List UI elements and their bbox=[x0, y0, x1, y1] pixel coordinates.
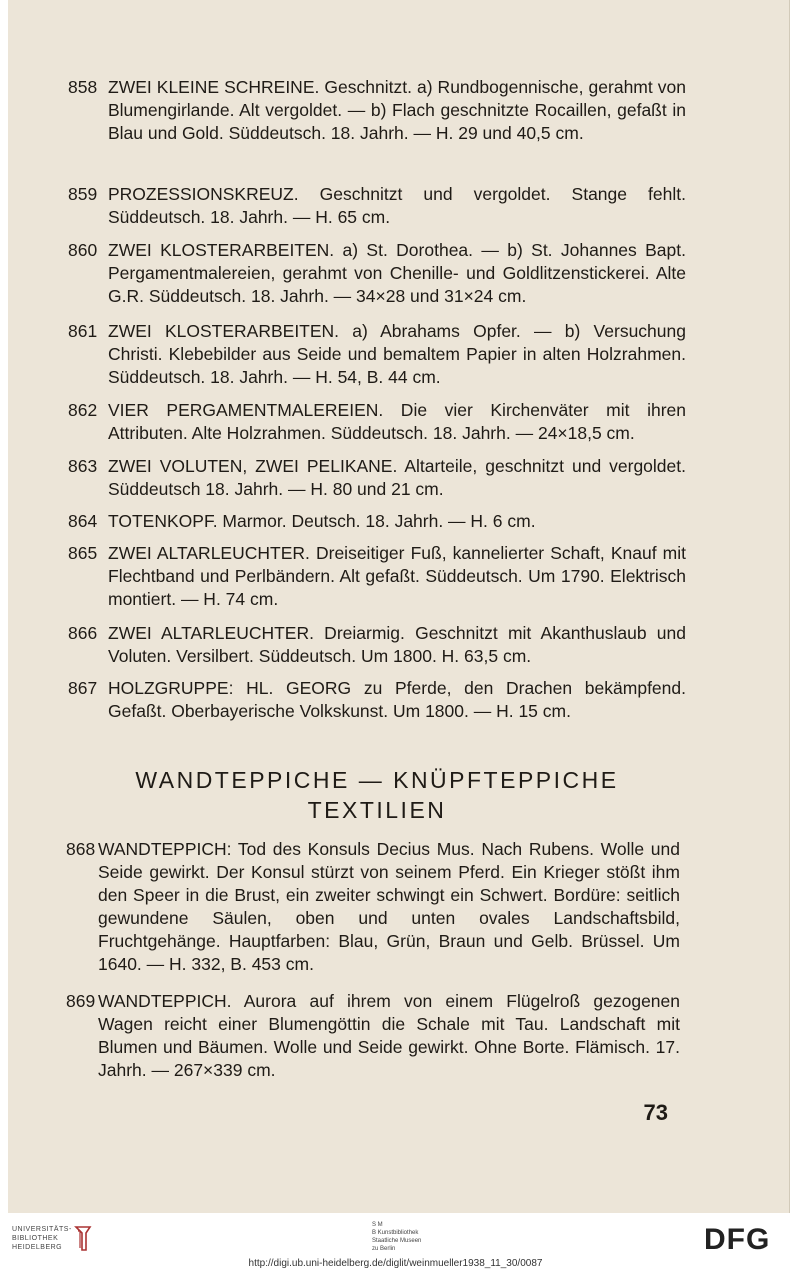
source-url[interactable]: http://digi.ub.uni-heidelberg.de/diglit/weinmueller1938_11_30/0087 bbox=[248, 1258, 543, 1269]
lot-867 bbox=[68, 677, 686, 723]
lot-text: ZWEI KLOSTERARBEITEN. a) Abrahams Opfer. — b) Versuchung Christi. Klebebilder aus Seide und bemaltem Papier in alten Holzrahmen. Süddeutsch. 18. Jahrh. — H. 54, B. 44 cm. bbox=[108, 321, 686, 387]
lot-text: WANDTEPPICH. Aurora auf ihrem von einem Flügelroß gezogenen Wagen reicht einer Blumengöttin die Schale mit Tau. Landschaft mit Blumen und Bäumen. Wolle und Seide gewirkt. Ohne Borte. Flämisch. 17. Jahrh. — 267×339 cm. bbox=[98, 991, 680, 1080]
sm-line4: zu Berlin bbox=[372, 1246, 396, 1252]
library-mark-icon bbox=[72, 1223, 94, 1253]
library-name-line1: UNIVERSITÄTS- bbox=[12, 1226, 72, 1233]
lot-text: HOLZGRUPPE: HL. GEORG zu Pferde, den Drachen bekämpfend. Gefaßt. Oberbayerische Volkskunst. Um 1800. — H. 15 cm. bbox=[108, 678, 686, 721]
page-number: 73 bbox=[643, 1100, 668, 1125]
lot-number: 862 bbox=[68, 400, 98, 420]
lot-number: 867 bbox=[68, 678, 98, 698]
lot-865 bbox=[68, 542, 686, 611]
lot-number: 868 bbox=[66, 839, 96, 859]
lot-858 bbox=[68, 76, 686, 145]
lot-number: 865 bbox=[68, 543, 98, 563]
lot-text: TOTENKOPF. Marmor. Deutsch. 18. Jahrh. — H. 6 cm. bbox=[108, 511, 536, 531]
lot-863 bbox=[68, 455, 686, 501]
lot-number: 860 bbox=[68, 240, 98, 260]
lot-text: ZWEI ALTARLEUCHTER. Dreiarmig. Geschnitzt mit Akanthuslaub und Voluten. Versilbert. Süddeutsch. Um 1800. H. 63,5 cm. bbox=[108, 623, 686, 666]
university-library-logo bbox=[12, 1225, 72, 1252]
lot-868 bbox=[66, 838, 680, 976]
dfg-logo: DFG bbox=[704, 1223, 771, 1256]
library-name-line2: BIBLIOTHEK bbox=[12, 1235, 59, 1242]
lot-866 bbox=[68, 622, 686, 668]
library-name-line3: HEIDELBERG bbox=[12, 1244, 63, 1251]
lot-number: 859 bbox=[68, 184, 98, 204]
lot-864 bbox=[68, 510, 686, 533]
lot-text: ZWEI ALTARLEUCHTER. Dreiseitiger Fuß, kannelierter Schaft, Knauf mit Flechtband und Perlbändern. Alt gefaßt. Süddeutsch. Um 1790. Elektrisch montiert. — H. 74 cm. bbox=[108, 543, 686, 609]
lot-number: 858 bbox=[68, 77, 98, 97]
lot-861 bbox=[68, 320, 686, 389]
lot-number: 869 bbox=[66, 991, 96, 1011]
lot-number: 863 bbox=[68, 456, 98, 476]
lot-text: WANDTEPPICH: Tod des Konsuls Decius Mus. Nach Rubens. Wolle und Seide gewirkt. Der Konsul stürzt von seinem Pferd. Ein Krieger stößt ihm den Speer in die Brust, ein zweiter schwingt ein Schwert. Bordüre: seitlich gewundene Säulen, oben und unten ovales Landschaftsbild, Fruchtgehänge. Hauptfarben: Blau, Grün, Braun und Gelb. Brüssel. Um 1640. — H. 332, B. 453 cm. bbox=[98, 839, 680, 974]
lot-text: ZWEI VOLUTEN, ZWEI PELIKANE. Altarteile, geschnitzt und vergoldet. Süddeutsch 18. Jahrh. — H. 80 und 21 cm. bbox=[108, 456, 686, 499]
lot-text: PROZESSIONSKREUZ. Geschnitzt und vergoldet. Stange fehlt. Süddeutsch. 18. Jahrh. — H. 65 cm. bbox=[108, 184, 686, 227]
sm-line1: S M bbox=[372, 1222, 383, 1228]
lot-869 bbox=[66, 990, 680, 1082]
lot-number: 864 bbox=[68, 511, 98, 531]
sm-line2: B Kunstbibliothek bbox=[372, 1230, 419, 1236]
lot-859 bbox=[68, 183, 686, 229]
lot-text: VIER PERGAMENTMALEREIEN. Die vier Kirchenväter mit ihren Attributen. Alte Holzrahmen. Süddeutsch. 18. Jahrh. — 24×18,5 cm. bbox=[108, 400, 686, 443]
lot-862 bbox=[68, 399, 686, 445]
lot-text: ZWEI KLOSTERARBEITEN. a) St. Dorothea. — b) St. Johannes Bapt. Pergamentmalereien, gerahmt von Chenille- und Goldlitzenstickerei. Alte G.R. Süddeutsch. 18. Jahrh. — 34×28 und 31×24 cm. bbox=[108, 240, 686, 306]
section-heading-line1: WANDTEPPICHE — KNÜPFTEPPICHE bbox=[135, 767, 619, 793]
lot-number: 866 bbox=[68, 623, 98, 643]
section-heading-line2: TEXTILIEN bbox=[307, 797, 447, 823]
scanned-page bbox=[8, 0, 790, 1213]
lot-number: 861 bbox=[68, 321, 98, 341]
lot-860 bbox=[68, 239, 686, 308]
lot-text: ZWEI KLEINE SCHREINE. Geschnitzt. a) Rundbogennische, gerahmt von Blumengirlande. Alt vergoldet. — b) Flach geschnitzte Rocaillen, gefaßt in Blau und Gold. Süddeutsch. 18. Jahrh. — H. 29 und 40,5 cm. bbox=[108, 77, 686, 143]
staatliche-museen-logo bbox=[372, 1221, 421, 1253]
sm-line3: Staatliche Museen bbox=[372, 1238, 422, 1244]
